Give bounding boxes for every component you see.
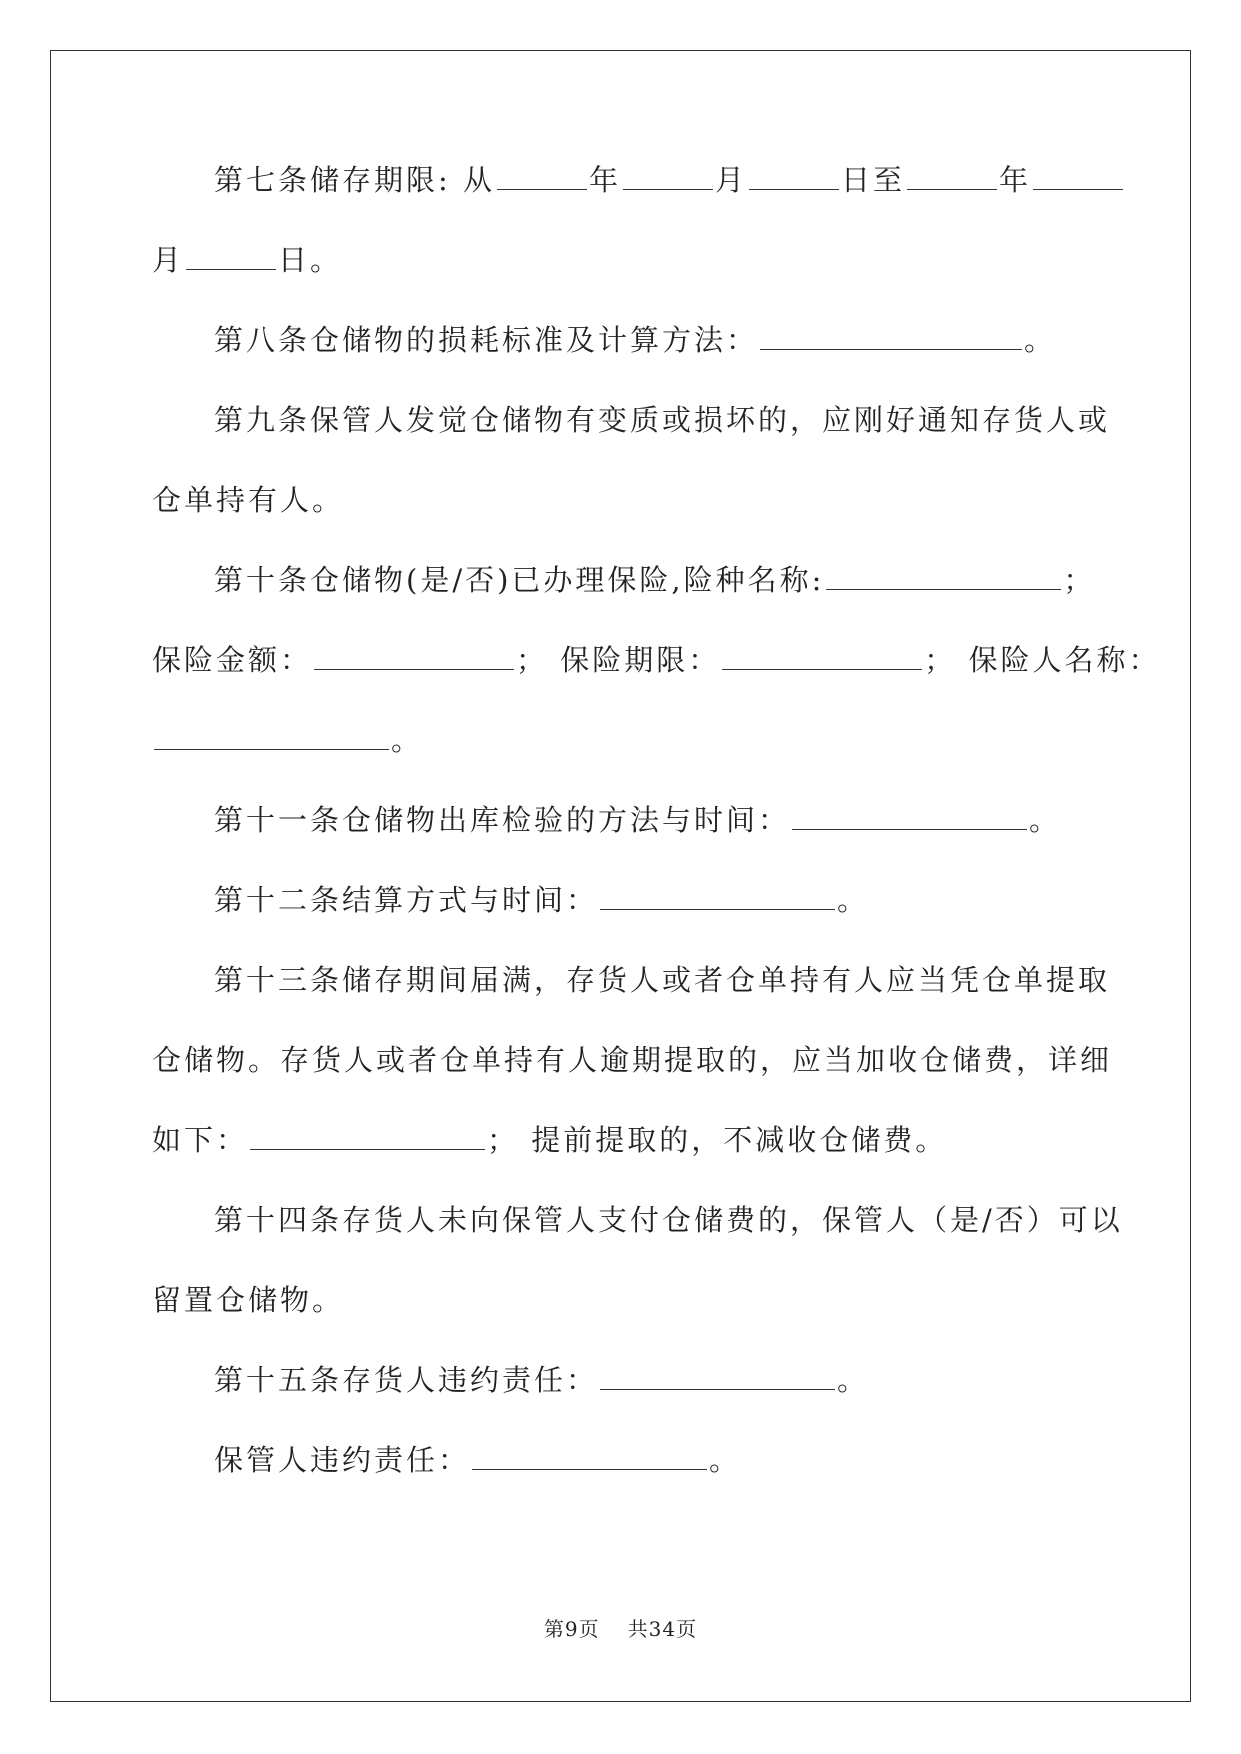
article-15 bbox=[152, 1360, 1092, 1440]
blank-field bbox=[623, 161, 713, 190]
article-9-line-1 bbox=[152, 400, 1111, 480]
blank-field bbox=[760, 321, 1022, 350]
blank-field bbox=[186, 241, 276, 270]
text: 保管人违约责任： bbox=[214, 1443, 471, 1477]
blank-field bbox=[472, 1441, 707, 1470]
text: 日。 bbox=[278, 243, 343, 277]
blank-field bbox=[600, 1361, 835, 1390]
text: 月 bbox=[152, 243, 185, 277]
blank-field bbox=[314, 641, 514, 670]
text: 年 bbox=[589, 163, 622, 197]
article-14-line-1 bbox=[152, 1200, 1123, 1280]
text: 。 bbox=[837, 1363, 870, 1397]
blank-field bbox=[792, 801, 1027, 830]
text: 。 bbox=[709, 1443, 742, 1477]
article-10-line-1 bbox=[152, 560, 1096, 640]
blank-field bbox=[600, 881, 835, 910]
text: ； 提前提取的，不减收仓储费。 bbox=[487, 1123, 948, 1157]
article-13-line-2 bbox=[152, 1040, 1113, 1120]
text: 。 bbox=[1029, 803, 1062, 837]
text: 。 bbox=[837, 883, 870, 917]
document-body bbox=[152, 160, 1161, 1520]
article-13-line-1 bbox=[152, 960, 1111, 1040]
article-10-line-3 bbox=[152, 720, 1092, 800]
text: 第八条仓储物的损耗标准及计算方法： bbox=[214, 323, 759, 357]
blank-field bbox=[497, 161, 587, 190]
text: 第十条仓储物(是/否)已办理保险,险种名称: bbox=[214, 563, 825, 597]
article-10-line-2 bbox=[152, 640, 1161, 720]
blank-field bbox=[722, 641, 922, 670]
text: ； bbox=[1063, 563, 1096, 597]
text: 第十三条储存期间届满，存货人或者仓单持有人应当凭仓单提取 bbox=[214, 963, 1111, 997]
blank-field bbox=[826, 561, 1061, 590]
text: 。 bbox=[391, 723, 424, 757]
text: 第九条保管人发觉仓储物有变质或损坏的，应刚好通知存货人或 bbox=[214, 403, 1111, 437]
article-15-custodian bbox=[152, 1440, 1092, 1520]
page-total: 共34页 bbox=[627, 1617, 698, 1641]
page-number: 第9页 bbox=[543, 1617, 600, 1641]
text: 日至 bbox=[841, 163, 906, 197]
text: 第十四条存货人未向保管人支付仓储费的，保管人（是/否）可以 bbox=[214, 1203, 1123, 1237]
blank-field bbox=[154, 721, 389, 750]
text: ； 保险人名称： bbox=[924, 643, 1161, 677]
text: 。 bbox=[1024, 323, 1057, 357]
article-11 bbox=[152, 800, 1092, 880]
article-13-line-3 bbox=[152, 1120, 1092, 1200]
text: 第七条储存期限: 从 bbox=[214, 163, 495, 197]
text: 第十二条结算方式与时间： bbox=[214, 883, 599, 917]
blank-field bbox=[907, 161, 997, 190]
article-8 bbox=[152, 320, 1092, 400]
article-12 bbox=[152, 880, 1092, 960]
blank-field bbox=[1033, 161, 1123, 190]
text: 月 bbox=[715, 163, 748, 197]
text: 保险金额： bbox=[152, 643, 313, 677]
text: 第十五条存货人违约责任： bbox=[214, 1363, 599, 1397]
text: 第十一条仓储物出库检验的方法与时间： bbox=[214, 803, 791, 837]
text: 留置仓储物。 bbox=[152, 1283, 345, 1317]
article-7-line-2 bbox=[152, 240, 1092, 320]
article-9-line-2 bbox=[152, 480, 1092, 560]
text: 仓单持有人。 bbox=[152, 483, 345, 517]
article-14-line-2 bbox=[152, 1280, 1092, 1360]
text: 仓储物。存货人或者仓单持有人逾期提取的，应当加收仓储费，详细 bbox=[152, 1043, 1113, 1077]
blank-field bbox=[749, 161, 839, 190]
article-7-line-1 bbox=[152, 160, 1092, 240]
blank-field bbox=[250, 1121, 485, 1150]
text: 年 bbox=[999, 163, 1032, 197]
text: 如下： bbox=[152, 1123, 249, 1157]
page-footer bbox=[0, 1613, 1241, 1642]
text: ； 保险期限： bbox=[516, 643, 721, 677]
